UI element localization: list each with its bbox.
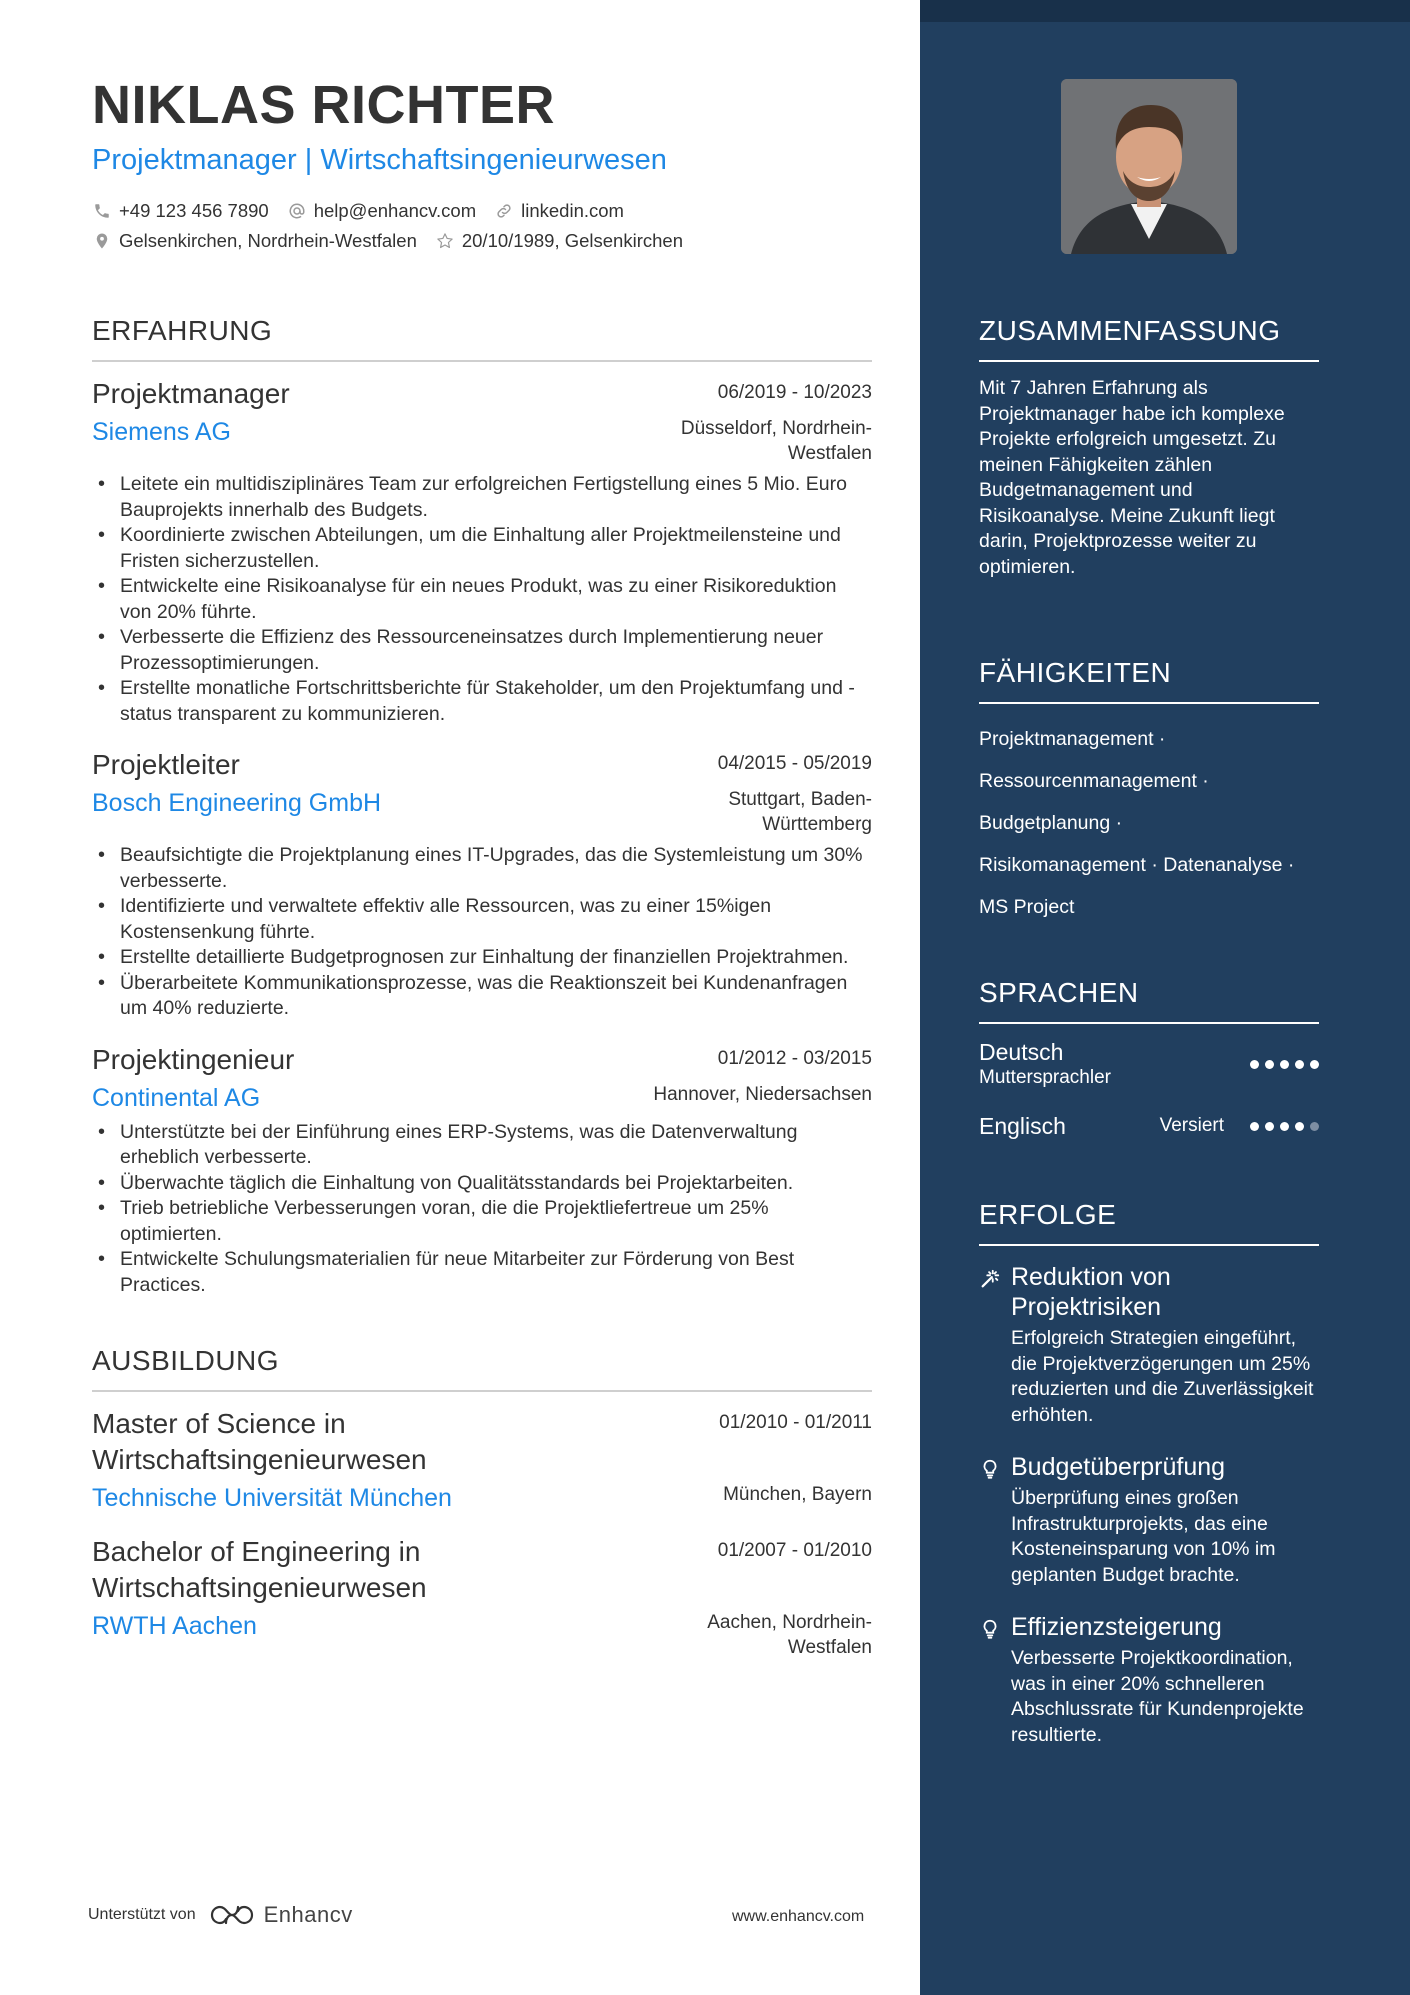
email-item[interactable] <box>287 200 476 222</box>
location-pin-icon <box>92 231 112 251</box>
school-name: Technische Universität München <box>92 1484 452 1512</box>
achievement-body <box>1011 1452 1319 1588</box>
education-title: AUSBILDUNG <box>92 1344 872 1392</box>
language-rating <box>1244 1060 1319 1069</box>
location-item <box>92 230 417 252</box>
wand-icon <box>979 1262 1011 1428</box>
entry-subheader <box>92 416 872 466</box>
languages-title: SPRACHEN <box>979 976 1319 1024</box>
achievement-desc: Überprüfung eines großen Infrastrukturprojekts, das eine Kosteneinsparung von 10% im geplanten Budget brachte. <box>1011 1487 1276 1586</box>
skills-title: FÄHIGKEITEN <box>979 656 1319 704</box>
candidate-name: NIKLAS RICHTER <box>92 75 555 135</box>
website-text[interactable]: linkedin.com <box>521 200 624 221</box>
entry-subheader <box>92 1082 872 1114</box>
phone-text: +49 123 456 7890 <box>119 200 269 221</box>
language-name: Deutsch <box>979 1039 1064 1065</box>
education-section <box>92 1344 872 1660</box>
job-title: Projektmanager <box>92 378 290 409</box>
skills-list <box>979 718 1319 928</box>
entry-header <box>92 1534 872 1606</box>
summary-text: Mit 7 Jahren Erfahrung als Projektmanager habe ich komplexe Projekte erfolgreich umgesetzt. Zu meinen Fähigkeiten zählen Budgetmanagement und Risikoanalyse. Meine Zukunft liegt darin, Projektprozesse weiter zu optimieren. <box>979 377 1285 578</box>
job-location: Hannover, Niedersachsen <box>653 1083 872 1105</box>
degree-dates: 01/2007 - 01/2010 <box>717 1540 872 1561</box>
lightbulb-icon <box>979 1452 1011 1588</box>
bullet-item: • Leitete ein multidisziplinäres Team zur erfolgreichen Fertigstellung eines 5 Mio. Euro Bauprojekts innerhalb des Budgets. <box>92 472 872 523</box>
job-bullets <box>92 843 872 1022</box>
job-location: Düsseldorf, Nordrhein-Westfalen <box>680 418 872 464</box>
bullet-item: • Verbesserte die Effizienz des Ressourceneinsatzes durch Implementierung neuer Prozessoptimierungen. <box>92 625 872 676</box>
bullet-item: • Überwachte täglich die Einhaltung von Qualitätsstandards bei Projektarbeiten. <box>92 1171 872 1197</box>
language-level-group <box>1160 1114 1319 1138</box>
language-text <box>979 1038 1111 1090</box>
degree-title: Master of Science in Wirtschaftsingenieurwesen <box>92 1408 427 1475</box>
job-bullets <box>92 472 872 727</box>
experience-section <box>92 314 872 1298</box>
rating-dot-filled <box>1310 1060 1319 1069</box>
bullet-item: • Identifizierte und verwaltete effektiv alle Ressourcen, was zu einer 15%igen Kostensenkung führte. <box>92 894 872 945</box>
star-icon <box>435 231 455 251</box>
profile-photo-illustration <box>1061 79 1237 254</box>
bullet-item: • Unterstützte bei der Einführung eines ERP-Systems, was die Datenverwaltung erheblich verbesserte. <box>92 1120 872 1171</box>
entry-subheader <box>92 1610 872 1660</box>
skill-line: Projektmanagement · <box>979 728 1166 750</box>
achievement-title: Reduktion von Projektrisiken <box>1011 1263 1171 1321</box>
sidebar-top-band <box>920 0 1410 22</box>
rating-dot-filled <box>1280 1060 1289 1069</box>
education-entry <box>92 1534 872 1660</box>
achievement-item <box>979 1612 1319 1748</box>
school-name: RWTH Aachen <box>92 1612 257 1640</box>
experience-entry <box>92 747 872 1022</box>
bullet-item: • Koordinierte zwischen Abteilungen, um die Einhaltung aller Projektmeilensteine und Fristen sicherzustellen. <box>92 523 872 574</box>
bullet-item: • Trieb betriebliche Verbesserungen voran, die die Projektliefertreue um 25% optimierten. <box>92 1196 872 1247</box>
job-dates: 06/2019 - 10/2023 <box>717 382 872 403</box>
skill-line: Budgetplanung · <box>979 812 1123 834</box>
achievement-title: Budgetüberprüfung <box>1011 1453 1226 1481</box>
contact-row-2 <box>92 226 872 256</box>
contact-row-1 <box>92 196 872 226</box>
school-location: München, Bayern <box>723 1484 872 1505</box>
achievements-title: ERFOLGE <box>979 1198 1319 1246</box>
achievements-section <box>979 1198 1319 1748</box>
entry-header <box>92 376 872 412</box>
achievement-title: Effizienzsteigerung <box>1011 1613 1222 1641</box>
rating-dot-filled <box>1295 1122 1304 1131</box>
job-bullets <box>92 1120 872 1299</box>
degree-dates: 01/2010 - 01/2011 <box>719 1412 872 1433</box>
sidebar <box>920 0 1410 1995</box>
skill-line: MS Project <box>979 896 1075 918</box>
achievement-body <box>1011 1612 1319 1748</box>
bullet-item: • Entwickelte eine Risikoanalyse für ein neues Produkt, was zu einer Risikoreduktion von 20% führte. <box>92 574 872 625</box>
company-name: Continental AG <box>92 1083 261 1112</box>
bullet-item: • Überarbeitete Kommunikationsprozesse, was die Reaktionszeit bei Kundenanfragen um 40% reduzierte. <box>92 971 872 1022</box>
entry-header <box>92 747 872 783</box>
birth-item <box>435 230 683 252</box>
skill-line: Ressourcenmanagement · <box>979 770 1209 792</box>
skill-line: Risikomanagement · Datenanalyse · <box>979 854 1295 876</box>
company-name: Siemens AG <box>92 418 231 446</box>
language-item <box>979 1112 1319 1140</box>
job-dates: 01/2012 - 03/2015 <box>717 1047 872 1069</box>
main-column <box>92 72 872 1660</box>
degree-title: Bachelor of Engineering in Wirtschaftsingenieurwesen <box>92 1536 427 1603</box>
footer-url[interactable]: www.enhancv.com <box>732 1908 865 1925</box>
phone-icon <box>92 201 112 221</box>
entry-header <box>92 1042 872 1078</box>
footer-powered-by <box>88 1902 353 1928</box>
language-item <box>979 1038 1319 1090</box>
job-location: Stuttgart, Baden-Württemberg <box>728 789 872 835</box>
bullet-item: • Entwickelte Schulungsmaterialien für neue Mitarbeiter zur Förderung von Best Practices. <box>92 1247 872 1298</box>
lightbulb-icon <box>979 1612 1011 1748</box>
bullet-item: • Erstellte detaillierte Budgetprognosen zur Einhaltung der finanziellen Projektrahmen. <box>92 945 872 971</box>
at-icon <box>287 201 307 221</box>
education-entry <box>92 1406 872 1514</box>
candidate-headline: Projektmanager | Wirtschaftsingenieurwesen <box>92 144 667 176</box>
link-icon <box>494 201 514 221</box>
language-name: Englisch <box>979 1113 1066 1139</box>
languages-section <box>979 976 1319 1140</box>
achievement-item <box>979 1262 1319 1428</box>
rating-dot-filled <box>1250 1060 1259 1069</box>
summary-title: ZUSAMMENFASSUNG <box>979 314 1319 362</box>
achievement-desc: Verbesserte Projektkoordination, was in einer 20% schnelleren Abschlussrate für Kundenprojekte resultierte. <box>1011 1647 1304 1746</box>
achievement-desc: Erfolgreich Strategien eingeführt, die Projektverzögerungen um 25% reduzierten und die Zuverlässigkeit erhöhten. <box>1011 1327 1314 1426</box>
language-rating <box>1244 1122 1319 1131</box>
achievement-item <box>979 1452 1319 1588</box>
experience-entry <box>92 376 872 727</box>
experience-title: ERFAHRUNG <box>92 314 872 362</box>
language-level: Muttersprachler <box>979 1067 1111 1088</box>
entry-subheader <box>92 1482 872 1514</box>
rating-dot-filled <box>1295 1060 1304 1069</box>
job-title: Projektleiter <box>92 749 240 780</box>
achievement-body <box>1011 1262 1319 1428</box>
birth-text: 20/10/1989, Gelsenkirchen <box>461 230 683 251</box>
phone-item <box>92 200 269 222</box>
powered-by-text: Unterstützt von <box>88 1906 196 1923</box>
language-level: Versiert <box>1159 1115 1224 1136</box>
company-name: Bosch Engineering GmbH <box>92 789 382 817</box>
summary-section <box>979 314 1319 580</box>
location-text: Gelsenkirchen, Nordrhein-Westfalen <box>119 230 417 251</box>
job-title: Projektingenieur <box>92 1043 295 1075</box>
entry-subheader <box>92 787 872 837</box>
enhancv-logo-icon <box>208 1902 256 1928</box>
email-text[interactable]: help@enhancv.com <box>313 200 477 221</box>
rating-dot-empty <box>1310 1122 1319 1131</box>
entry-header <box>92 1406 872 1478</box>
enhancv-brand: Enhancv <box>263 1902 353 1927</box>
rating-dot-filled <box>1265 1060 1274 1069</box>
skills-section <box>979 656 1319 928</box>
experience-entry <box>92 1042 872 1299</box>
rating-dot-filled <box>1280 1122 1289 1131</box>
website-item[interactable] <box>494 200 624 222</box>
bullet-item: • Erstellte monatliche Fortschrittsberichte für Stakeholder, um den Projektumfang und -status transparent zu kommunizieren. <box>92 676 872 727</box>
job-dates: 04/2015 - 05/2019 <box>717 753 872 774</box>
school-location: Aachen, Nordrhein-Westfalen <box>707 1612 872 1658</box>
bullet-item: • Beaufsichtigte die Projektplanung eines IT-Upgrades, das die Systemleistung um 30% verbesserte. <box>92 843 872 894</box>
contact-info <box>92 196 872 256</box>
rating-dot-filled <box>1265 1122 1274 1131</box>
profile-photo <box>1061 79 1237 254</box>
rating-dot-filled <box>1250 1122 1259 1131</box>
